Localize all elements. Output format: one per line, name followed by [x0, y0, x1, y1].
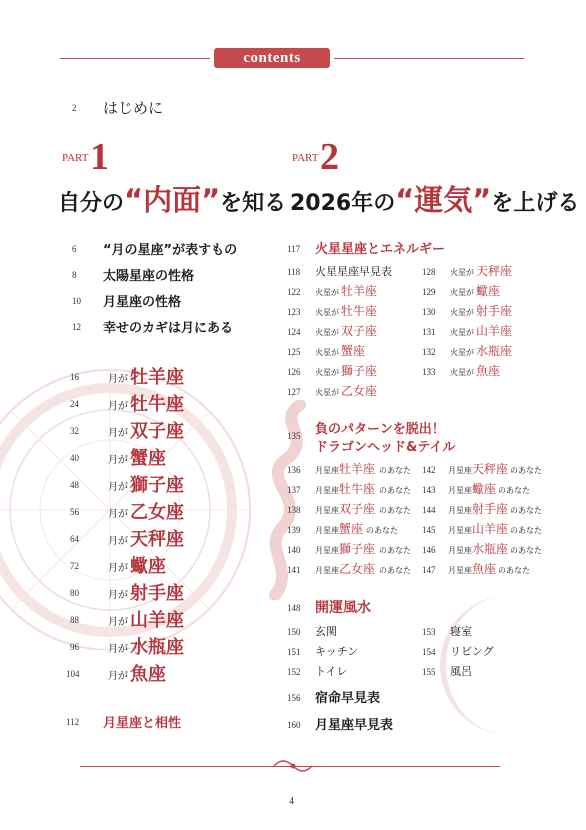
moon-sign: 牡牛座 [130, 394, 184, 415]
mars-prefix: 火星が [450, 368, 474, 377]
dragon-page: 138 [287, 505, 301, 515]
moon-prefix: 月が [108, 482, 128, 493]
moon-sign: 牡羊座 [130, 367, 184, 388]
moon-prefix: 月が [108, 671, 128, 682]
moon-sign: 射手座 [130, 583, 184, 604]
dragon-page: 143 [422, 485, 436, 495]
entry-page: 10 [72, 296, 81, 306]
dragon-page: 144 [422, 505, 436, 515]
part2-number: 2 [320, 136, 339, 178]
mars-sign: 水瓶座 [476, 344, 513, 358]
moon-page: 64 [70, 534, 79, 544]
dragon-sign: 射手座 [472, 502, 509, 516]
header-rule-left [60, 58, 210, 59]
dragon-sign: 乙女座 [339, 562, 376, 576]
part1-number: 1 [90, 136, 109, 178]
mars-prefix: 火星が [315, 388, 339, 397]
compat-page: 112 [66, 717, 80, 727]
mars-title: 火星星座とエネルギー [315, 242, 446, 257]
dragon-title-line1: 負のパターンを脱出！ [315, 422, 445, 437]
page-number: 4 [289, 796, 294, 807]
dragon-sign: 山羊座 [472, 522, 509, 536]
moon-page: 48 [70, 480, 79, 490]
dragon-prefix: 月星座 [448, 526, 472, 535]
dragon-sign: 蠍座 [472, 482, 497, 496]
entry-page: 12 [72, 322, 81, 332]
moon-page: 96 [70, 642, 79, 652]
table-label: 月星座早見表 [315, 718, 394, 733]
part2-title: 2026年の“運気”を上げる [290, 183, 580, 217]
intro-label: はじめに [103, 99, 164, 117]
fengshui-item: トイレ [315, 665, 348, 678]
part2-label: PART [292, 152, 319, 164]
moon-prefix: 月が [108, 428, 128, 439]
dragon-prefix: 月星座 [315, 466, 339, 475]
mars-sign: 乙女座 [341, 384, 378, 398]
fengshui-item-page: 153 [422, 627, 436, 637]
dragon-prefix: 月星座 [448, 466, 472, 475]
table-page: 156 [287, 693, 301, 703]
mars-prefix: 火星が [315, 288, 339, 297]
moon-prefix: 月が [108, 617, 128, 628]
moon-page: 16 [70, 372, 79, 382]
fengshui-title: 開運風水 [315, 600, 371, 616]
dragon-suffix: のあなた [510, 506, 542, 515]
mars-sign: 牡羊座 [341, 284, 378, 298]
contents-title: contents [214, 48, 330, 68]
fengshui-item: 玄関 [315, 625, 337, 638]
fengshui-item: 寝室 [450, 625, 472, 638]
dragon-page: 141 [287, 565, 301, 575]
dragon-page: 140 [287, 545, 301, 555]
mars-table-page: 118 [287, 267, 301, 277]
moon-sign: 蟹座 [130, 448, 166, 469]
mars-sign: 魚座 [476, 364, 501, 378]
mars-page: 124 [287, 327, 301, 337]
mars-sign: 双子座 [341, 324, 378, 338]
mars-prefix: 火星が [450, 268, 474, 277]
fengshui-item-page: 152 [287, 667, 301, 677]
header-rule-right [334, 58, 524, 59]
dragon-page: 139 [287, 525, 301, 535]
footer-ornament-icon [272, 756, 314, 776]
dragon-prefix: 月星座 [448, 546, 472, 555]
moon-sign: 双子座 [130, 421, 184, 442]
dragon-sign: 牡牛座 [339, 482, 376, 496]
compat-label: 月星座と相性 [103, 716, 182, 731]
fengshui-item-page: 150 [287, 627, 301, 637]
mars-page: 129 [422, 287, 436, 297]
dragon-prefix: 月星座 [448, 506, 472, 515]
dragon-prefix: 月星座 [315, 546, 339, 555]
moon-page: 80 [70, 588, 79, 598]
moon-prefix: 月が [108, 455, 128, 466]
dragon-suffix: のあなた [379, 546, 411, 555]
dragon-suffix: のあなた [510, 466, 542, 475]
moon-page: 24 [70, 399, 79, 409]
moon-page: 56 [70, 507, 79, 517]
mars-page: 131 [422, 327, 436, 337]
dragon-title-line2: ドラゴンヘッド&テイル [315, 440, 456, 455]
mars-sign: 蟹座 [341, 344, 366, 358]
moon-prefix: 月が [108, 401, 128, 412]
dragon-suffix: のあなた [498, 566, 530, 575]
mars-table-label: 火星星座早見表 [315, 265, 392, 278]
dragon-prefix: 月星座 [448, 566, 472, 575]
moon-sign: 乙女座 [130, 502, 184, 523]
mars-prefix: 火星が [315, 308, 339, 317]
moon-prefix: 月が [108, 374, 128, 385]
dragon-suffix: のあなた [366, 526, 398, 535]
moon-prefix: 月が [108, 563, 128, 574]
dragon-prefix: 月星座 [315, 506, 339, 515]
part1-label: PART [62, 152, 89, 164]
dragon-sign: 牡羊座 [339, 462, 376, 476]
mars-page: 117 [287, 244, 301, 254]
part1-title: 自分の“内面”を知る [58, 183, 287, 217]
moon-prefix: 月が [108, 590, 128, 601]
moon-page: 72 [70, 561, 79, 571]
entry-page: 6 [72, 244, 77, 254]
mars-prefix: 火星が [450, 348, 474, 357]
dragon-prefix: 月星座 [315, 566, 339, 575]
dragon-suffix: のあなた [379, 566, 411, 575]
entry-page: 8 [72, 270, 77, 280]
mars-page: 125 [287, 347, 301, 357]
mars-page: 132 [422, 347, 436, 357]
dragon-prefix: 月星座 [315, 486, 339, 495]
table-page: 160 [287, 720, 301, 730]
dragon-suffix: のあなた [379, 466, 411, 475]
dragon-sign: 水瓶座 [472, 542, 509, 556]
dragon-sign: 獅子座 [339, 542, 376, 556]
fengshui-page: 148 [287, 603, 301, 613]
mars-sign: 天秤座 [476, 264, 513, 278]
mars-sign: 獅子座 [341, 364, 378, 378]
moon-page: 104 [66, 669, 80, 679]
moon-sign: 天秤座 [130, 529, 184, 550]
moon-sign: 魚座 [130, 664, 166, 685]
mars-sign: 牡牛座 [341, 304, 378, 318]
moon-prefix: 月が [108, 536, 128, 547]
mars-page: 130 [422, 307, 436, 317]
fengshui-item-page: 151 [287, 647, 301, 657]
dragon-suffix: のあなた [510, 546, 542, 555]
mars-prefix: 火星が [315, 328, 339, 337]
moon-page: 88 [70, 615, 79, 625]
dragon-prefix: 月星座 [448, 486, 472, 495]
entry-label: 太陽星座の性格 [103, 269, 195, 284]
fengshui-item-page: 155 [422, 667, 436, 677]
mars-prefix: 火星が [315, 368, 339, 377]
dragon-suffix: のあなた [379, 486, 411, 495]
mars-page: 133 [422, 367, 436, 377]
dragon-suffix: のあなた [510, 526, 542, 535]
dragon-sign: 魚座 [472, 562, 497, 576]
moon-sign: 水瓶座 [130, 637, 184, 658]
moon-prefix: 月が [108, 509, 128, 520]
fengshui-item-page: 154 [422, 647, 436, 657]
table-label: 宿命早見表 [315, 691, 381, 706]
mars-sign: 射手座 [476, 304, 513, 318]
moon-page: 40 [70, 453, 79, 463]
dragon-sign: 蟹座 [339, 522, 364, 536]
moon-prefix: 月が [108, 644, 128, 655]
mars-page: 128 [422, 267, 436, 277]
mars-prefix: 火星が [450, 328, 474, 337]
dragon-page: 136 [287, 465, 301, 475]
fengshui-item: キッチン [315, 645, 359, 658]
moon-page: 32 [70, 426, 79, 436]
entry-label: “月の星座”が表すもの [103, 243, 238, 258]
dragon-page: 147 [422, 565, 436, 575]
dragon-sign: 双子座 [339, 502, 376, 516]
mars-prefix: 火星が [315, 348, 339, 357]
moon-sign: 蠍座 [130, 556, 166, 577]
mars-prefix: 火星が [450, 288, 474, 297]
dragon-page: 145 [422, 525, 436, 535]
moon-sign: 獅子座 [130, 475, 184, 496]
dragon-page: 135 [287, 431, 301, 441]
fengshui-item: リビング [450, 645, 494, 658]
dragon-sign: 天秤座 [472, 462, 509, 476]
intro-page: 2 [72, 103, 77, 113]
entry-label: 月星座の性格 [103, 295, 182, 310]
dragon-suffix: のあなた [379, 506, 411, 515]
dragon-page: 137 [287, 485, 301, 495]
mars-page: 126 [287, 367, 301, 377]
mars-sign: 蠍座 [476, 284, 501, 298]
dragon-suffix: のあなた [498, 486, 530, 495]
mars-page: 127 [287, 387, 301, 397]
mars-sign: 山羊座 [476, 324, 513, 338]
fengshui-item: 風呂 [450, 665, 472, 678]
mars-page: 123 [287, 307, 301, 317]
entry-label: 幸せのカギは月にある [103, 321, 234, 336]
mars-page: 122 [287, 287, 301, 297]
mars-prefix: 火星が [450, 308, 474, 317]
dragon-page: 142 [422, 465, 436, 475]
dragon-page: 146 [422, 545, 436, 555]
dragon-prefix: 月星座 [315, 526, 339, 535]
moon-sign: 山羊座 [130, 610, 184, 631]
